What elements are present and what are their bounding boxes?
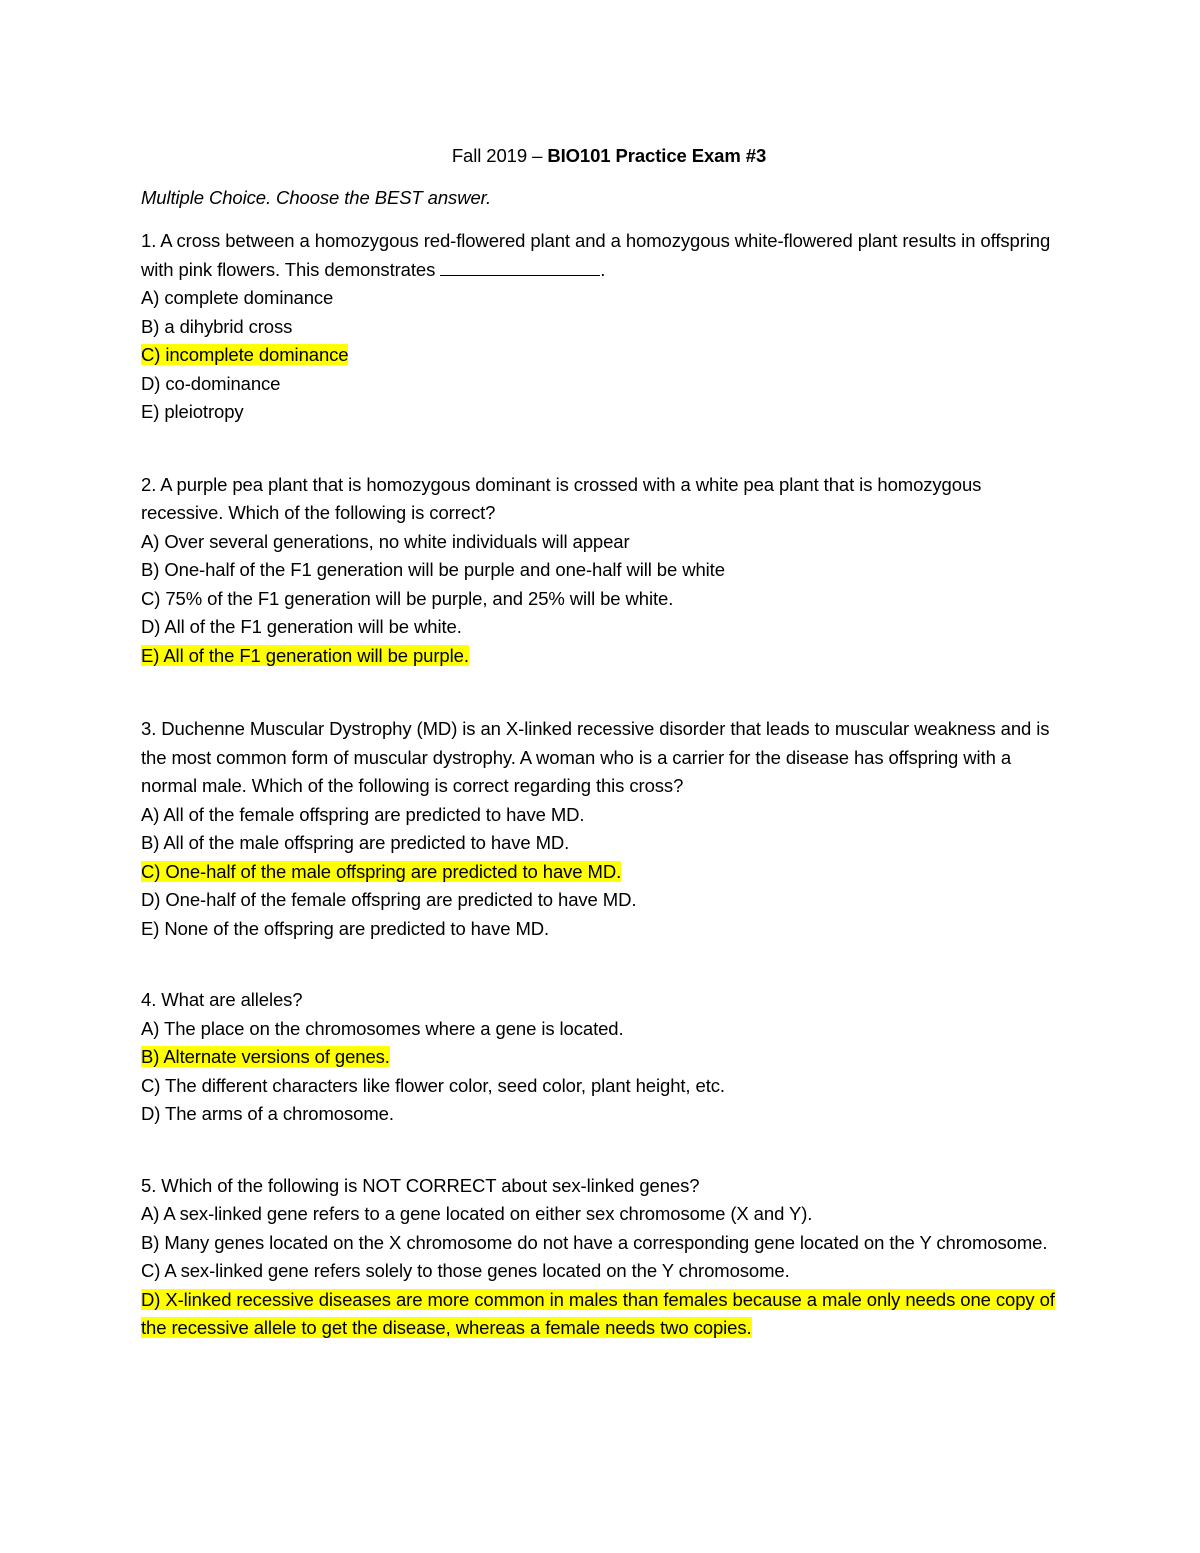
instructions: Multiple Choice. Choose the BEST answer. (141, 187, 492, 208)
option-text: D) All of the F1 generation will be white. (141, 616, 462, 637)
answer-option (141, 528, 1061, 557)
question-stem: 2. A purple pea plant that is homozygous dominant is crossed with a white pea plant that is homozygous recessive. Which of the following is correct? (141, 473, 982, 523)
option-text: C) A sex-linked gene refers solely to those genes located on the Y chromosome. (141, 1260, 790, 1281)
option-text: A) complete dominance (141, 287, 334, 308)
highlighted-option-text: C) incomplete dominance (141, 344, 349, 365)
option-text: C) The different characters like flower color, seed color, plant height, etc. (141, 1074, 725, 1096)
option-text: D) co-dominance (141, 372, 281, 394)
option-text: B) One-half of the F1 generation will be purple and one-half will be white (141, 559, 725, 580)
answer-option (141, 1072, 1061, 1101)
answer-option (141, 1257, 1061, 1286)
answer-option-highlighted (141, 642, 1061, 671)
answer-option (141, 1015, 1061, 1044)
question-stem: 3. Duchenne Muscular Dystrophy (MD) is an X-linked recessive disorder that leads to muscular weakness and is the most common form of muscular dystrophy. A woman who is a carrier for the disease has offspring with a normal male. Which of the following is correct regarding this cross? (141, 718, 1050, 796)
answer-blank (440, 257, 600, 276)
highlighted-option-text: B) Alternate versions of genes. (141, 1046, 390, 1067)
option-text: B) Many genes located on the X chromosome do not have a corresponding gene located on the Y chromosome. (141, 1231, 1048, 1253)
question-stem: 5. Which of the following is NOT CORRECT about sex-linked genes? (141, 1174, 700, 1196)
question-stem-suffix: . (600, 258, 606, 280)
question-stem-text: 1. A cross between a homozygous red-flowered plant and a homozygous white-flowered plant results in offspring with pink flowers. This demonstrates (141, 230, 1051, 280)
answer-option (141, 284, 1061, 313)
answer-option (141, 1200, 1061, 1229)
answer-option (141, 801, 1061, 830)
answer-option (141, 398, 1061, 427)
highlighted-option-text: C) One-half of the male offspring are predicted to have MD. (141, 860, 622, 882)
answer-option (141, 829, 1061, 858)
question-5 (141, 1172, 1061, 1343)
option-text: B) All of the male offspring are predicted to have MD. (141, 832, 570, 853)
answer-option (141, 886, 1061, 915)
answer-option (141, 585, 1061, 614)
option-text: A) The place on the chromosomes where a gene is located. (141, 1017, 624, 1039)
option-text: A) A sex-linked gene refers to a gene located on either sex chromosome (X and Y). (141, 1203, 813, 1224)
question-3 (141, 715, 1061, 943)
page-title (141, 140, 1061, 172)
answer-option (141, 313, 1061, 342)
option-text: A) Over several generations, no white individuals will appear (141, 530, 630, 552)
question-stem: 4. What are alleles? (141, 989, 303, 1010)
answer-option (141, 915, 1061, 944)
answer-option-highlighted (141, 341, 1061, 370)
answer-option (141, 1100, 1061, 1129)
question-4 (141, 986, 1061, 1129)
title-bold: BIO101 Practice Exam #3 (547, 145, 767, 166)
document-content (141, 140, 1061, 1343)
option-text: E) None of the offspring are predicted to have MD. (141, 917, 550, 939)
answer-option (141, 556, 1061, 585)
option-text: D) The arms of a chromosome. (141, 1103, 394, 1124)
question-stem (141, 227, 1061, 284)
option-text: E) pleiotropy (141, 401, 244, 422)
option-text: A) All of the female offspring are predicted to have MD. (141, 803, 585, 825)
option-text: B) a dihybrid cross (141, 315, 293, 337)
question-1 (141, 227, 1061, 427)
title-prefix: Fall 2019 – (451, 145, 548, 166)
answer-option (141, 1229, 1061, 1258)
option-text: C) 75% of the F1 generation will be purple, and 25% will be white. (141, 587, 674, 609)
highlighted-option-text: E) All of the F1 generation will be purple. (141, 644, 469, 666)
answer-option (141, 613, 1061, 642)
answer-option-highlighted (141, 858, 1061, 887)
highlighted-option-text: D) X-linked recessive diseases are more common in males than females because a male only needs one copy of the recessive allele to get the disease, whereas a female needs two copies. (141, 1288, 1055, 1338)
answer-option-highlighted (141, 1286, 1061, 1343)
answer-option-highlighted (141, 1043, 1061, 1072)
option-text: D) One-half of the female offspring are predicted to have MD. (141, 889, 637, 910)
question-2 (141, 471, 1061, 671)
answer-option (141, 370, 1061, 399)
